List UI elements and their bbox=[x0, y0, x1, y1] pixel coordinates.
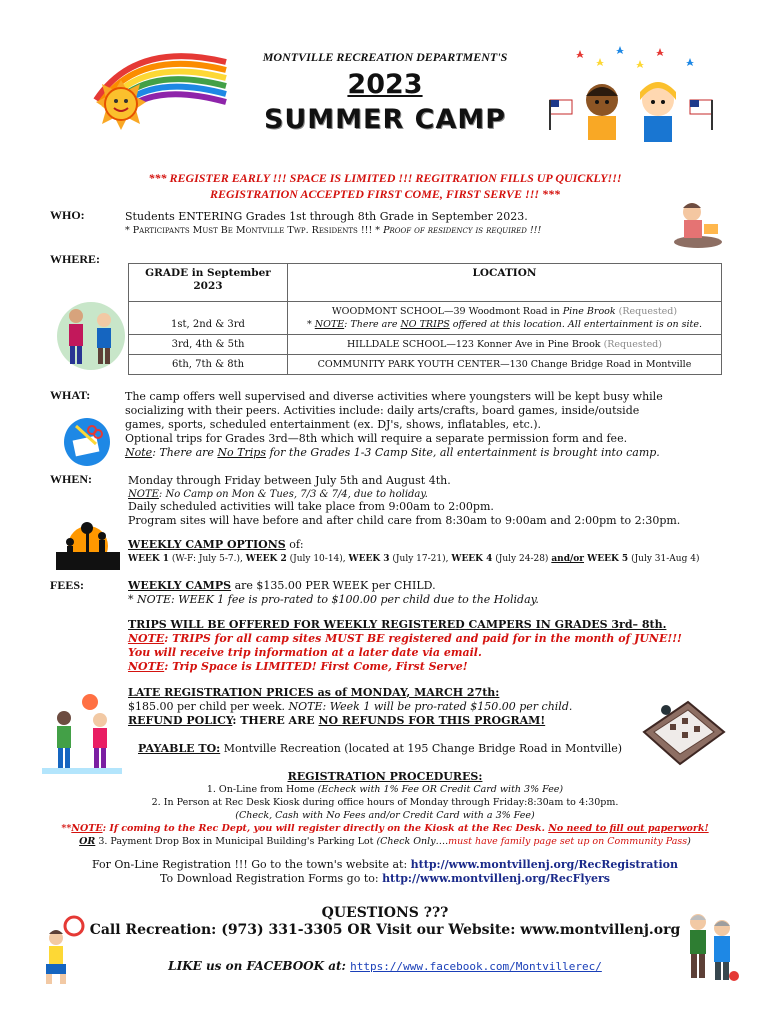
fees-label: FEES: bbox=[50, 578, 85, 592]
procedure-no-paperwork: No need to fill out paperwork! bbox=[548, 823, 709, 834]
where-label: WHERE: bbox=[50, 252, 101, 266]
note-text-end: offered at this location. All entertainment is on site. bbox=[449, 319, 703, 330]
when-note-label: NOTE bbox=[128, 489, 159, 500]
questions-heading: QUESTIONS ??? bbox=[321, 905, 449, 921]
camper-clipart bbox=[668, 196, 728, 252]
late-week1-note: NOTE: Week 1 will be pro-rated $150.00 per child. bbox=[288, 700, 573, 713]
procedure-community-pass: must have family page set up on Community Pass bbox=[448, 836, 688, 847]
trips-note-june: : TRIPS for all camp sites MUST BE registered and paid for in the month of JUNE!!! bbox=[164, 632, 682, 645]
table-row bbox=[129, 335, 722, 355]
procedure-in-person-fees: (Check, Cash with No Fees and/or Credit Card with a 3% Fee) bbox=[235, 810, 535, 821]
procedure-online: 1. On-Line from Home bbox=[206, 784, 318, 795]
procedure-kiosk-note: : If coming to the Rec Dept, you will register directly on the Kiosk at the Rec Desk. bbox=[102, 823, 549, 834]
week-3: WEEK 3 bbox=[348, 554, 390, 564]
location-cell: COMMUNITY PARK YOUTH CENTER—130 Change Bridge Road in Montville bbox=[317, 359, 692, 370]
location-town: Pine Brook bbox=[562, 306, 616, 317]
location-column-header: LOCATION bbox=[288, 264, 722, 302]
what-note-text: : There are bbox=[152, 446, 218, 459]
register-early-alert-line2: REGISTRATION ACCEPTED FIRST COME, FIRST SERVE !!! *** bbox=[209, 187, 561, 201]
requested-tag: (Requested) bbox=[600, 339, 662, 350]
camp-year: 2023 bbox=[347, 69, 423, 100]
what-note-label: Note bbox=[125, 446, 153, 459]
who-proof: * Proof of residency is required !!! bbox=[375, 225, 542, 236]
week-5: WEEK 5 bbox=[584, 554, 629, 564]
table-row bbox=[129, 302, 722, 335]
note-label: NOTE bbox=[314, 319, 345, 330]
location-cell: HILLDALE SCHOOL—123 Konner Ave in Pine Brook bbox=[347, 339, 601, 350]
grade-column-header: GRADE in September 2023 bbox=[129, 264, 288, 302]
board-game-clipart bbox=[640, 698, 726, 768]
procedure-check-only: (Check Only…. bbox=[376, 836, 449, 847]
teens-outdoor-clipart bbox=[54, 296, 128, 372]
and-or: and/or bbox=[551, 554, 585, 564]
locations-table bbox=[128, 263, 722, 375]
weekly-options-title: WEEKLY CAMP OPTIONS bbox=[128, 538, 286, 551]
what-line: games, sports, scheduled entertainment (ex. DJ's, shows, inflatables, etc.). bbox=[125, 418, 542, 431]
fees-note: * NOTE: WEEK 1 fee is pro-rated to $100.00 per child due to the Holiday. bbox=[128, 593, 539, 606]
when-note-text: : No Camp on Mon & Tues, 7/3 & 7/4, due to holiday. bbox=[158, 489, 428, 500]
camp-title: SUMMER CAMP bbox=[263, 104, 507, 135]
grade-cell: 1st, 2nd & 3rd bbox=[129, 302, 288, 335]
location-cell: WOODMONT SCHOOL—39 Woodmont Road in bbox=[331, 306, 563, 317]
download-forms-text: To Download Registration Forms go to: bbox=[160, 872, 383, 885]
grade-cell: 6th, 7th & 8th bbox=[129, 355, 288, 375]
week-1: WEEK 1 bbox=[128, 554, 170, 564]
facebook-link[interactable]: https://www.facebook.com/Montvillerec/ bbox=[350, 960, 602, 973]
trips-space-limited: : Trip Space is LIMITED! First Come, First Serve! bbox=[164, 660, 468, 673]
trips-email-info: You will receive trip information at a later date via email. bbox=[128, 646, 482, 659]
late-price: $185.00 per child per week. bbox=[128, 700, 289, 713]
note-text: : There are bbox=[344, 319, 401, 330]
what-note-end: for the Grades 1-3 Camp Site, all entertainment is brought into camp. bbox=[265, 446, 660, 459]
arts-crafts-clipart bbox=[62, 416, 112, 468]
procedure-kiosk-note-label: NOTE bbox=[71, 823, 103, 834]
no-trips: NO TRIPS bbox=[400, 319, 450, 330]
weekly-camps-price: are $135.00 PER WEEK per CHILD. bbox=[231, 579, 436, 592]
trips-note-label: NOTE bbox=[128, 632, 165, 645]
dept-header: MONTVILLE RECREATION DEPARTMENT'S bbox=[262, 50, 508, 64]
trips-note2-label: NOTE bbox=[128, 660, 165, 673]
procedure-kiosk-prefix: ** bbox=[61, 823, 72, 834]
payable-to-text: Montville Recreation (located at 195 Change Bridge Road in Montville) bbox=[220, 742, 623, 755]
what-label: WHAT: bbox=[50, 388, 91, 402]
procedure-in-person: 2. In Person at Rec Desk Kiosk during office hours of Monday through Friday:8:30am to 4:30pm. bbox=[151, 797, 619, 808]
who-residents: * Participants Must Be Montville Twp. Residents !!! bbox=[125, 225, 376, 236]
what-line: socializing with their peers. Activities include: daily arts/crafts, board games, inside/outside bbox=[125, 404, 640, 417]
when-line3: Daily scheduled activities will take place from 9:00am to 2:00pm. bbox=[128, 500, 494, 513]
when-label: WHEN: bbox=[50, 472, 92, 486]
what-line: Optional trips for Grades 3rd—8th which will require a separate permission form and fee. bbox=[125, 432, 628, 445]
refund-policy-text: : THERE ARE bbox=[232, 714, 319, 727]
register-early-alert-line1: *** REGISTER EARLY !!! SPACE IS LIMITED !!! REGITRATION FILLS UP QUICKLY!!! bbox=[148, 171, 622, 185]
when-line4: Program sites will have before and after child care from 8:30am to 9:00am and 2:00pm to 2:30pm. bbox=[128, 514, 681, 527]
kids-ball-clipart bbox=[42, 692, 122, 776]
procedure-or: OR bbox=[79, 836, 96, 847]
procedure-online-fees: (Echeck with 1% Fee OR Credit Card with 3% Fee) bbox=[317, 784, 564, 795]
week-3-dates: (July 17-21), bbox=[389, 554, 452, 564]
week-2-dates: (July 10-14), bbox=[286, 554, 349, 564]
late-registration-title: LATE REGISTRATION PRICES as of MONDAY, MARCH 27th: bbox=[128, 686, 500, 699]
registration-link[interactable]: http://www.montvillenj.org/RecRegistration bbox=[410, 858, 679, 871]
week-1-dates: (W-F: July 5-7.), bbox=[169, 554, 246, 564]
week-4-dates: (July 24-28) bbox=[492, 554, 552, 564]
what-no-trips: No Trips bbox=[217, 446, 266, 459]
procedures-title: REGISTRATION PROCEDURES: bbox=[287, 770, 483, 783]
who-line1: Students ENTERING Grades 1st through 8th Grade in September 2023. bbox=[125, 210, 528, 223]
payable-to-label: PAYABLE TO: bbox=[138, 742, 221, 755]
what-line: The camp offers well supervised and diverse activities where youngsters will be kept busy while bbox=[125, 390, 663, 403]
when-line1: Monday through Friday between July 5th and August 4th. bbox=[128, 474, 451, 487]
note-prefix: * bbox=[306, 319, 315, 330]
weekly-camps: WEEKLY CAMPS bbox=[128, 579, 232, 592]
facebook-label: LIKE us on FACEBOOK at: bbox=[168, 959, 351, 973]
online-registration-text: For On-Line Registration !!! Go to the town's website at: bbox=[91, 858, 411, 871]
week-5-dates: (July 31-Aug 4) bbox=[628, 554, 700, 564]
week-4: WEEK 4 bbox=[451, 554, 493, 564]
grade-cell: 3rd, 4th & 5th bbox=[129, 335, 288, 355]
who-label: WHO: bbox=[50, 208, 85, 222]
requested-tag: (Requested) bbox=[615, 306, 678, 317]
refund-policy-label: REFUND POLICY bbox=[128, 714, 233, 727]
table-row bbox=[129, 355, 722, 375]
weekly-options-suffix: of: bbox=[285, 538, 304, 551]
procedure-close-paren: ) bbox=[687, 836, 691, 847]
sunset-kids-clipart bbox=[56, 514, 120, 570]
call-recreation: Call Recreation: (973) 331-3305 OR Visit our Website: www.montvillenj.org bbox=[89, 922, 681, 938]
no-refunds: NO REFUNDS FOR THIS PROGRAM! bbox=[318, 714, 546, 727]
procedure-drop-box: 3. Payment Drop Box in Municipal Building's Parking Lot bbox=[95, 836, 377, 847]
flyers-link[interactable]: http://www.montvillenj.org/RecFlyers bbox=[382, 872, 610, 885]
week-2: WEEK 2 bbox=[245, 554, 287, 564]
trips-title: TRIPS WILL BE OFFERED FOR WEEKLY REGISTERED CAMPERS IN GRADES 3rd– 8th. bbox=[128, 618, 667, 631]
